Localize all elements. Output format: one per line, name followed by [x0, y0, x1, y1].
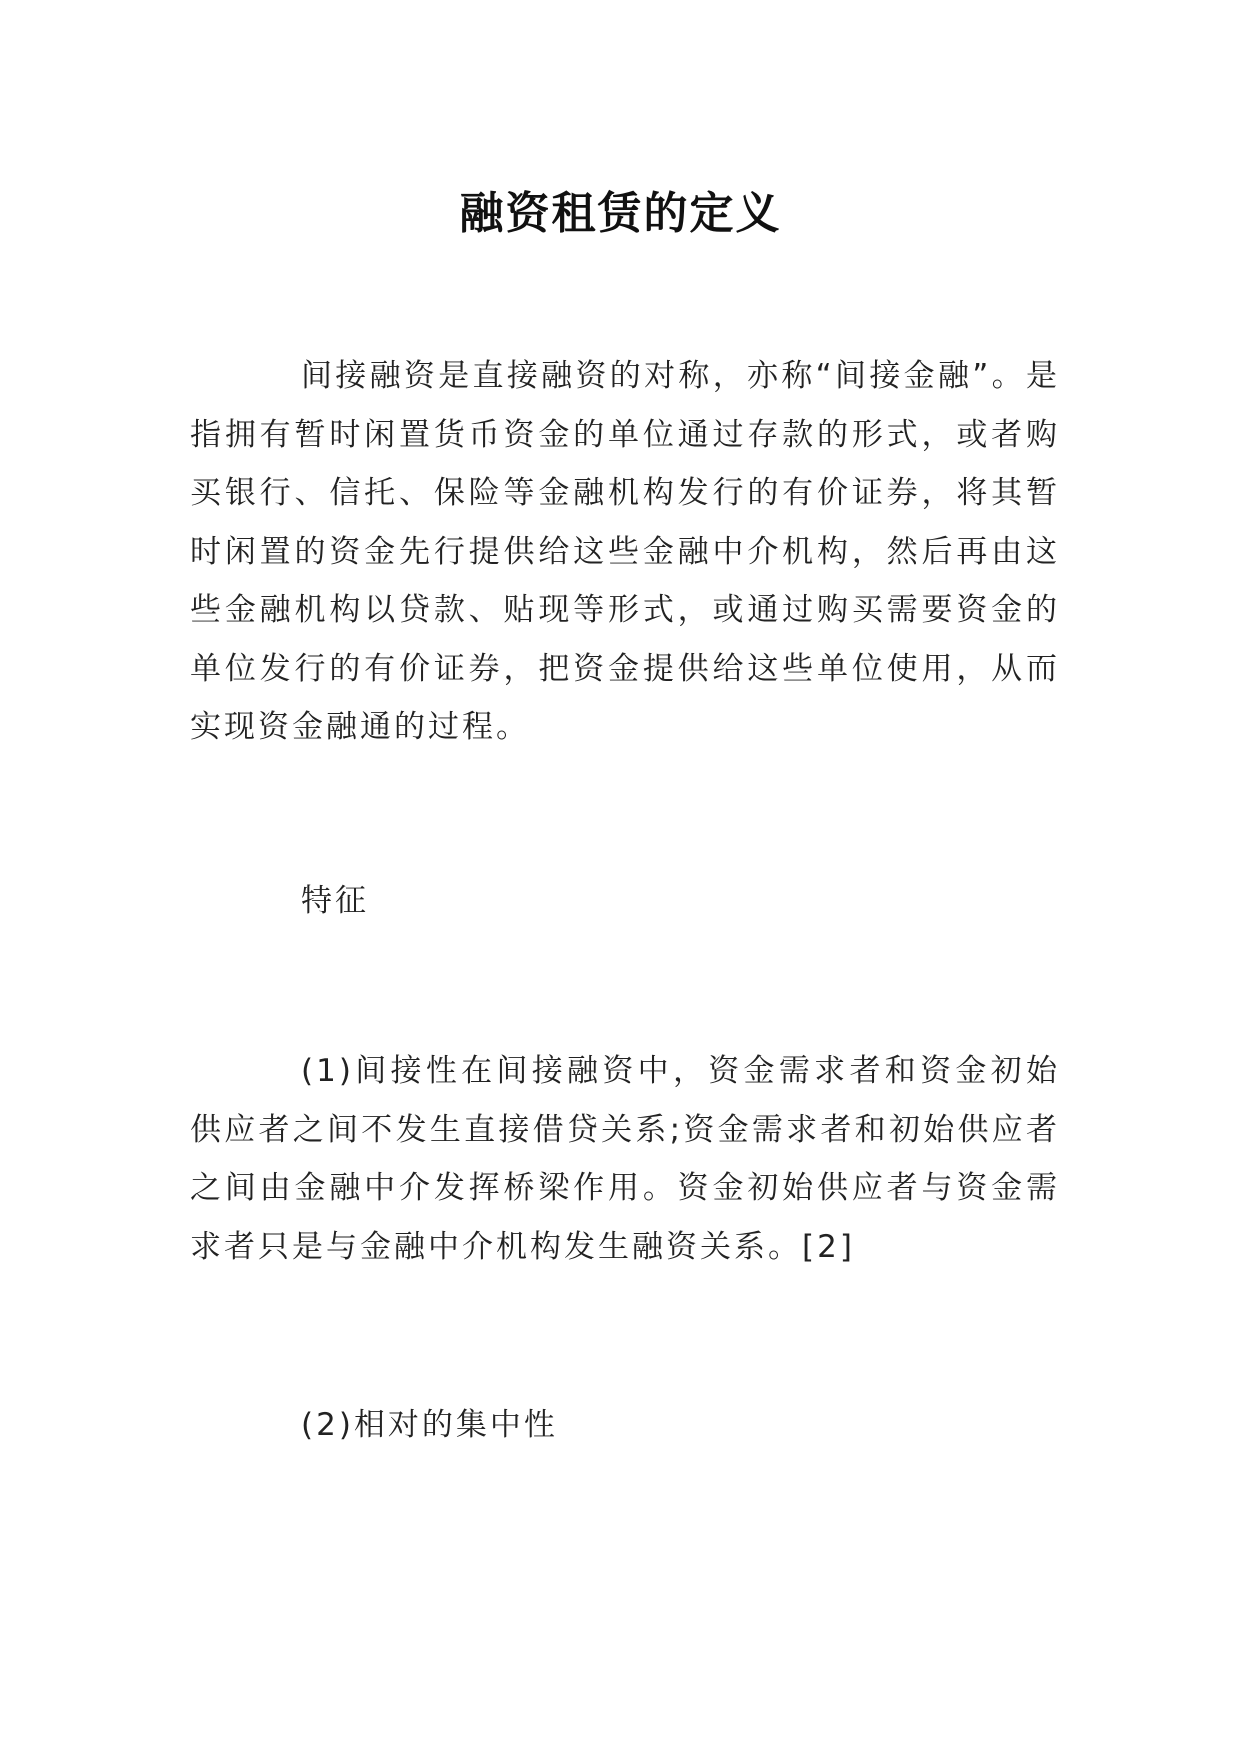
paragraph-feature-2: (2)相对的集中性	[301, 1407, 558, 1443]
document-title: 融资租赁的定义	[459, 188, 782, 240]
paragraph-feature-1: (1)间接性在间接融资中，资金需求者和资金初始供应者之间不发生直接借贷关系;资金需求者和初始供应者之间由金融中介发挥桥梁作用。资金初始供应者与资金需求者只是与金融中介机构发生融资关系。[2]	[190, 1053, 1060, 1265]
paragraph-definition: 间接融资是直接融资的对称，亦称“间接金融”。是指拥有暂时闲置货币资金的单位通过存款的形式，或者购买银行、信托、保险等金融机构发行的有价证券，将其暂时闲置的资金先行提供给这些金融中介机构，然后再由这些金融机构以贷款、贴现等形式，或通过购买需要资金的单位发行的有价证券，把资金提供给这些单位使用，从而实现资金融通的过程。	[190, 358, 1060, 745]
section-heading-features: 特征	[301, 883, 369, 919]
